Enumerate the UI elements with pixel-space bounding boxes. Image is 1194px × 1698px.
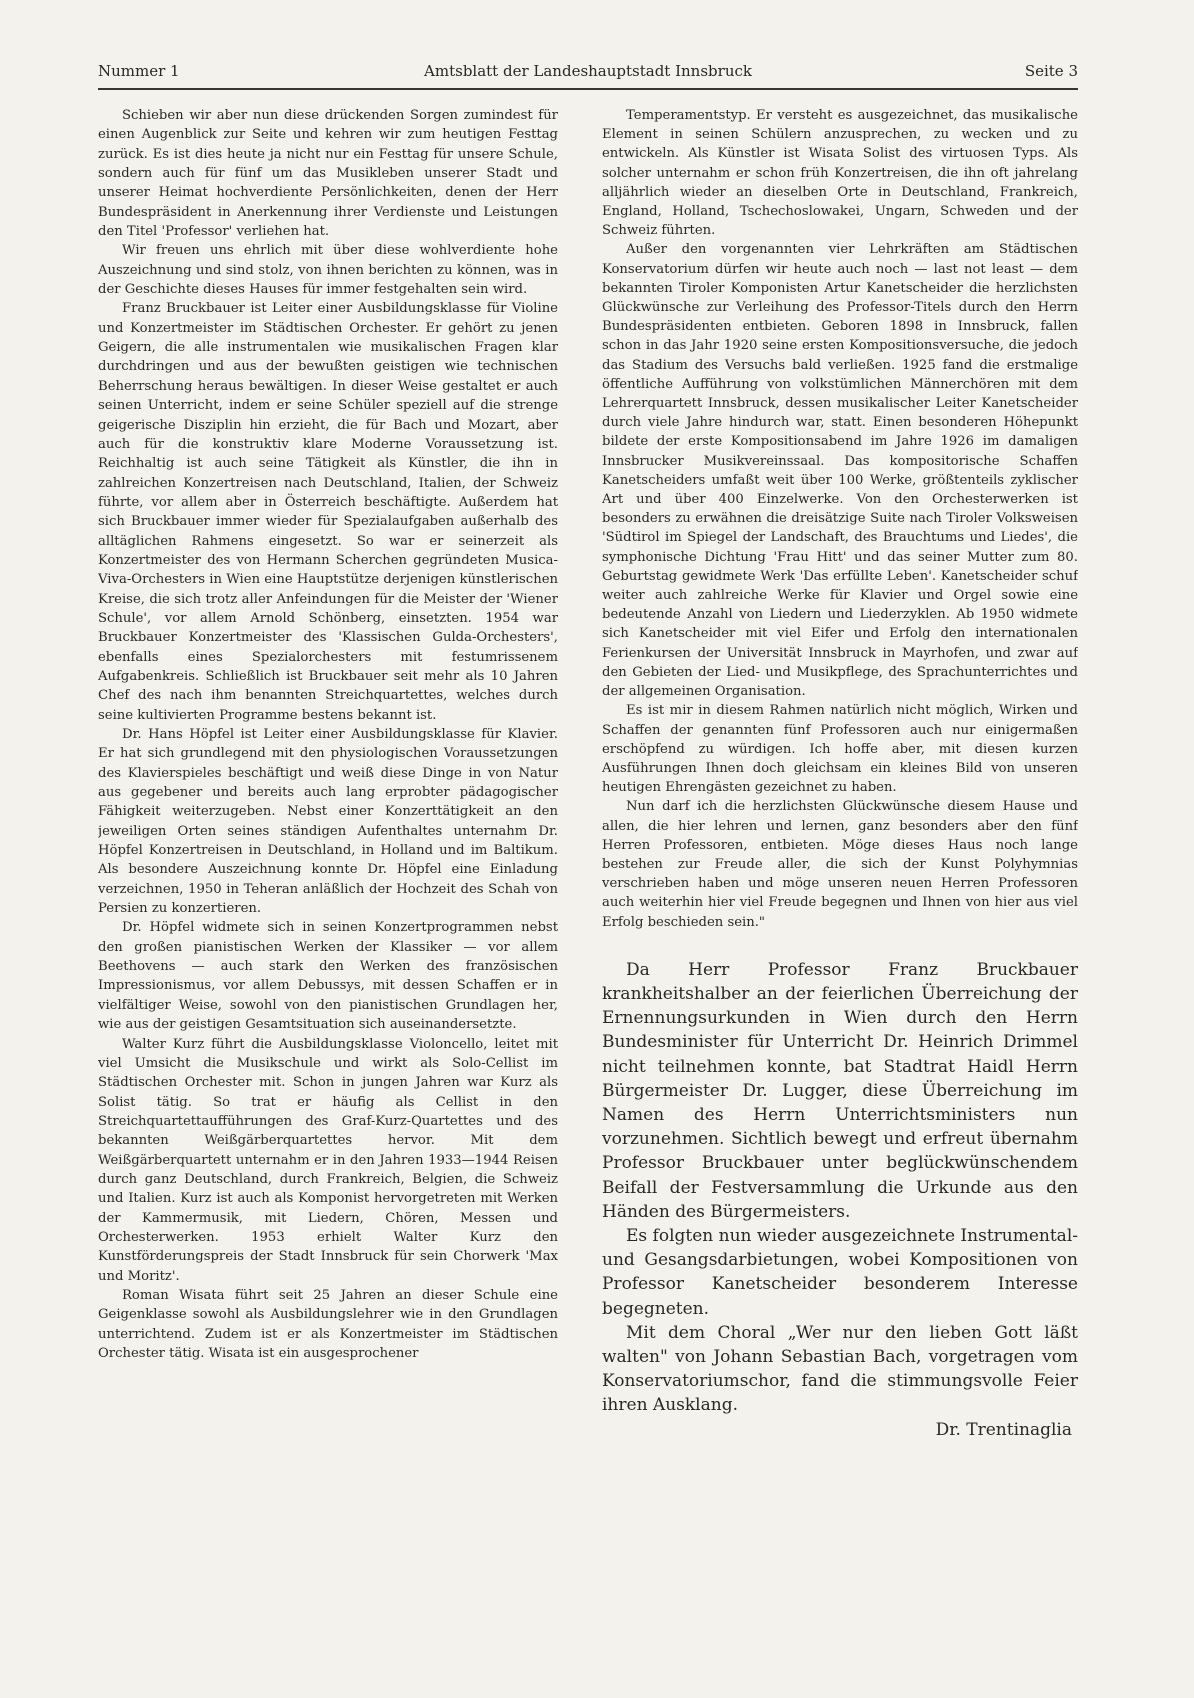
- speech-continuation: [602, 106, 1078, 932]
- page-header: [98, 62, 1078, 84]
- paragraph: Dr. Hans Höpfel ist Leiter einer Ausbildungsklasse für Klavier. Er hat sich grundlegend mit den physiologischen Voraussetzungen des Klavierspieles beschäftigt und weiß diese Dinge in von Natur aus gegebener und bereits auch lang erprobter pädagogischer Fähigkeit weiterzugeben. Nebst einer Konzerttätigkeit an den jeweiligen Orten seines ständigen Aufenthaltes unternahm Dr. Höpfel Konzertreisen in Deutschland, in Holland und im Baltikum. Als besondere Auszeichnung konnte Dr. Höpfel eine Einladung verzeichnen, 1950 in Teheran anläßlich der Hochzeit des Schah von Persien zu konzertieren.: [98, 727, 558, 917]
- paragraph: Mit dem Choral „Wer nur den lieben Gott läßt walten" von Johann Sebastian Bach, vorgetragen vom Konservatoriumschor, fand die stimmungsvolle Feier ihren Ausklang.: [602, 1322, 1078, 1416]
- ceremony-report: [602, 958, 1078, 1442]
- publication-title: Amtsblatt der Landeshauptstadt Innsbruck: [424, 62, 752, 80]
- paragraph: Temperamentstyp. Er versteht es ausgezeichnet, das musikalische Element in seinen Schülern anzusprechen, zu wecken und zu entwickeln. Als Künstler ist Wisata Solist des virtuosen Typs. Als solcher unternahm er schon früh Konzertreisen, die ihn oft jahrelang alljährlich wieder an dieselben Orte in Deutschland, Frankreich, England, Holland, Tschechoslowakei, Ungarn, Schweden und der Schweiz führten.: [602, 108, 1078, 239]
- header-rule: [98, 88, 1078, 90]
- paragraph: Franz Bruckbauer ist Leiter einer Ausbildungsklasse für Violine und Konzertmeister im Städtischen Orchester. Er gehört zu jenen Geigern, die alle instrumentalen wie musikalischen Fragen klar durchdringen und aus der bewußten geistigen wie technischen Beherrschung heraus bewältigen. In dieser Weise gestaltet er auch seinen Unterricht, indem er seine Schüler speziell auf die strenge geigerische Disziplin hin erzieht, die für Bach und Mozart, aber auch für die konstruktiv klare Moderne Voraussetzung ist. Reichhaltig ist auch seine Tätigkeit als Künstler, die ihn in zahlreichen Konzertreisen nach Deutschland, Italien, der Schweiz führte, vor allem aber in Österreich beschäftigte. Außerdem hat sich Bruckbauer immer wieder für Spezialaufgaben außerhalb des alltäglichen Rahmens eingesetzt. So war er seinerzeit als Konzertmeister des von Hermann Scherchen gegründeten Musica-Viva-Orchesters in Wien eine Hauptstütze derjenigen künstlerischen Kreise, die sich trotz aller Anfeindungen für die Meister der 'Wiener Schule', vor allem Arnold Schönberg, einsetzten. 1954 war Bruckbauer Konzertmeister des 'Klassischen Gulda-Orchesters', ebenfalls eines Spezialorchesters mit festumrissenem Aufgabenkreis. Schließlich ist Bruckbauer seit mehr als 10 Jahren Chef des nach ihm benannten Streichquartettes, welches durch seine kultivierten Programme bestens bekannt ist.: [98, 301, 558, 723]
- paragraph: Es folgten nun wieder ausgezeichnete Instrumental- und Gesangsdarbietungen, wobei Kompositionen von Professor Kanetscheider besonderem Interesse begegneten.: [602, 1225, 1078, 1319]
- author-signature: Dr. Trentinaglia: [935, 1419, 1072, 1440]
- paragraph: Außer den vorgenannten vier Lehrkräften am Städtischen Konservatorium dürfen wir heute auch noch — last not least — dem bekannten Tiroler Komponisten Artur Kanetscheider die herzlichsten Glückwünsche zur Verleihung des Professor-Titels durch den Herrn Bundespräsidenten entbieten. Geboren 1898 in Innsbruck, fallen schon in das Jahr 1920 seine ersten Kompositionsversuche, die jedoch das Stadium des Versuchs bald verließen. 1925 fand die erstmalige öffentliche Aufführung von volkstümlichen Männerchören mit dem Lehrerquartett Innsbruck, dessen musikalischer Leiter Kanetscheider durch viele Jahre hindurch war, statt. Einen besonderen Höhepunkt bildete der erste Kompositionsabend im Jahre 1926 im damaligen Innsbrucker Musikvereinssaal. Das kompositorische Schaffen Kanetscheiders umfaßt weit über 100 Werke, größtenteils zyklischer Art und über 400 Einzelwerke. Von den Orchesterwerken ist besonders zu erwähnen die dreisätzige Suite nach Tiroler Volksweisen 'Südtirol im Spiegel der Landschaft, des Brauchtums und Liedes', die symphonische Dichtung 'Frau Hitt' und das seiner Mutter zum 80. Geburtstag gewidmete Werk 'Das erfüllte Leben'. Kanetscheider schuf weiter auch zahlreiche Werke für Klavier und Orgel sowie eine bedeutende Anzahl von Liedern und Liederzyklen. Ab 1950 widmete sich Kanetscheider mit viel Eifer und Erfolg den internationalen Ferienkursen der Universität Innsbruck in Mayrhofen, und zwar auf den Gebieten der Lied- und Musikpflege, des Sprachunterrichtes und der allgemeinen Organisation.: [602, 242, 1078, 700]
- left-column: [98, 106, 558, 1626]
- paragraph: Schieben wir aber nun diese drückenden Sorgen zumindest für einen Augenblick zur Seite und kehren wir zum heutigen Festtag zurück. Es ist dies heute ja nicht nur ein Festtag für unsere Schule, sondern auch für fünf um das Musikleben unserer Stadt und unserer Heimat hochverdiente Persönlichkeiten, denen der Herr Bundespräsident in Anerkennung ihrer Verdienste und Leistungen den Titel 'Professor' verliehen hat.: [98, 108, 558, 240]
- paragraph: Roman Wisata führt seit 25 Jahren an dieser Schule eine Geigenklasse sowohl als Ausbildungslehrer wie in den Grundlagen unterrichtend. Zudem ist er als Konzertmeister im Städtischen Orchester tätig. Wisata ist ein ausgesprochener: [98, 1287, 558, 1361]
- page-number: Seite 3: [1024, 62, 1078, 80]
- paragraph: Da Herr Professor Franz Bruckbauer krankheitshalber an der feierlichen Überreichung der Ernennungsurkunden in Wien durch den Herrn Bundesminister für Unterricht Dr. Heinrich Drimmel nicht teilnehmen konnte, bat Stadtrat Haidl Herrn Bürgermeister Dr. Lugger, diese Überreichung im Namen des Herrn Unterrichtsministers nun vorzunehmen. Sichtlich bewegt und erfreut übernahm Professor Bruckbauer unter beglückwünschendem Beifall der Festversammlung die Urkunde aus den Händen des Bürgermeisters.: [602, 959, 1078, 1222]
- right-column: [602, 106, 1078, 1626]
- paragraph: Wir freuen uns ehrlich mit über diese wohlverdiente hohe Auszeichnung und sind stolz, von ihnen berichten zu können, was in der Geschichte dieses Hauses für immer festgehalten sein wird.: [98, 243, 558, 298]
- paragraph: Nun darf ich die herzlichsten Glückwünsche diesem Hause und allen, die hier lehren und lernen, ganz besonders aber den fünf Herren Professoren, entbieten. Möge dieses Haus noch lange bestehen zur Freude aller, die sich der Kunst Polyhymnias verschrieben haben und möge unseren neuen Herren Professoren auch weiterhin hier viel Freude begegnen und Ihnen von hier aus viel Erfolg beschieden sein.": [602, 799, 1078, 930]
- issue-number: Nummer 1: [98, 62, 180, 80]
- paragraph: Walter Kurz führt die Ausbildungsklasse Violoncello, leitet mit viel Umsicht die Musikschule und wirkt als Solo-Cellist im Städtischen Orchester mit. Schon in jungen Jahren war Kurz als Solist tätig. So trat er häufig als Cellist in den Streichquartettaufführungen des Graf-Kurz-Quartettes und des bekannten Weißgärberquartettes hervor. Mit dem Weißgärberquartett unternahm er in den Jahren 1933—1944 Reisen durch ganz Deutschland, durch Frankreich, Belgien, die Schweiz und Italien. Kurz ist auch als Komponist hervorgetreten mit Werken der Kammermusik, mit Liedern, Chören, Messen und Orchesterwerken. 1953 erhielt Walter Kurz den Kunstförderungspreis der Stadt Innsbruck für sein Chorwerk 'Max und Moritz'.: [98, 1036, 558, 1284]
- paragraph: Dr. Höpfel widmete sich in seinen Konzertprogrammen nebst den großen pianistischen Werken der Klassiker — vor allem Beethovens — auch stark den Werken des französischen Impressionismus, vor allem Debussys, mit dessen Schaffen er in vielfältiger Weise, sowohl von den pianistischen Grundlagen her, wie aus der geistigen Gesamtsituation sich auseinandersetzte.: [98, 920, 558, 1033]
- paragraph: Es ist mir in diesem Rahmen natürlich nicht möglich, Wirken und Schaffen der genannten fünf Professoren auch nur einigermaßen erschöpfend zu würdigen. Ich hoffe aber, mit diesen kurzen Ausführungen Ihnen doch gleichsam ein kleines Bild von unseren heutigen Ehrengästen gezeichnet zu haben.: [602, 703, 1078, 796]
